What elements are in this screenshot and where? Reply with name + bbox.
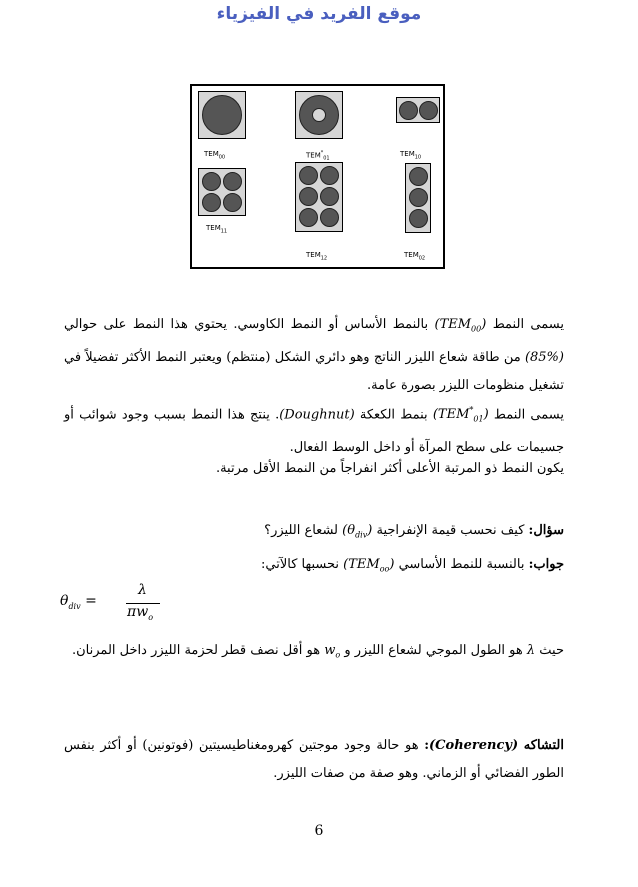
answer-text-a: بالنسبة للنمط الأساسي bbox=[398, 557, 525, 572]
paragraph-coherency bbox=[64, 732, 564, 788]
question-label: سؤال: bbox=[528, 523, 564, 538]
coherency-colon: : bbox=[424, 738, 430, 753]
mode-lobe bbox=[299, 166, 318, 185]
equation-numerator: λ bbox=[138, 582, 147, 598]
equation-denominator: $\pi w_o$ bbox=[127, 604, 154, 622]
mode-lobe bbox=[202, 95, 242, 135]
p2-doughnut-term: (Doughnut) bbox=[279, 407, 355, 423]
mode-lobe bbox=[320, 187, 339, 206]
p1-text-a: يسمى النمط bbox=[492, 317, 565, 332]
paragraph-higher-order bbox=[64, 455, 564, 483]
mode-lobe bbox=[419, 101, 438, 120]
site-title: موقع الفريد في الفيزياء bbox=[216, 4, 422, 24]
paragraph-tem00 bbox=[64, 311, 564, 400]
p1-text-c: من طاقة شعاع الليزر الناتج وهو دائري الشكل (منتظم) ويعتبر النمط الأكثر تفضيلاً في تشغيل منظومات الليزر بصورة عامة. bbox=[64, 349, 564, 393]
coherency-label: التشاكه bbox=[523, 738, 564, 753]
theta-div-symbol: $(\theta_{div})$ bbox=[342, 523, 373, 540]
mode-lobe bbox=[202, 193, 221, 212]
mode-lobe bbox=[202, 172, 221, 191]
answer-text-b: نحسبها كالآتي: bbox=[261, 557, 340, 572]
p4-text-c: هو أقل نصف قطر لحزمة الليزر داخل المرنان. bbox=[72, 643, 321, 658]
divergence-equation bbox=[60, 582, 170, 624]
mode-lobe bbox=[320, 166, 339, 185]
mode-tem02-label: $TEM_{02}$ bbox=[404, 251, 426, 262]
question-text-b: لشعاع الليزر؟ bbox=[264, 523, 339, 538]
answer-line bbox=[64, 551, 564, 584]
mode-lobe bbox=[409, 188, 428, 207]
mode-tem01-star-label: $TEM^*_{01}$ bbox=[306, 150, 330, 162]
mode-tem10-label: $TEM_{10}$ bbox=[400, 150, 422, 161]
p4-text-a: حيث bbox=[539, 643, 564, 658]
mode-tem10-pattern bbox=[396, 97, 440, 123]
equation-lhs: $\theta_{div}$ = bbox=[60, 593, 97, 611]
answer-mode-symbol: $(TEM_{oo})$ bbox=[343, 557, 395, 574]
mode-tem12-label: $TEM_{12}$ bbox=[306, 251, 328, 262]
mode-lobe bbox=[299, 208, 318, 227]
mode-lobe bbox=[409, 167, 428, 186]
mode-lobe bbox=[320, 208, 339, 227]
w0-symbol: $w_o$ bbox=[324, 643, 341, 660]
coherency-term: (Coherency) bbox=[429, 738, 519, 753]
mode-lobe bbox=[399, 101, 418, 120]
lambda-symbol: λ bbox=[526, 643, 536, 658]
doughnut-hole bbox=[312, 108, 326, 122]
paragraph-tem01-star bbox=[64, 397, 564, 462]
mode-tem02-pattern bbox=[405, 163, 431, 233]
mode-tem01-star-pattern bbox=[295, 91, 343, 139]
mode-tem11-pattern bbox=[198, 168, 246, 216]
p1-percent: (85%) bbox=[524, 349, 564, 365]
mode-tem11-label: $TEM_{11}$ bbox=[206, 224, 228, 235]
laser-modes-figure bbox=[190, 84, 445, 269]
mode-lobe bbox=[409, 209, 428, 228]
paragraph-variables bbox=[64, 637, 564, 670]
p1-text-b: بالنمط الأساس أو النمط الكاوسي. يحتوي هذا النمط على حوالي bbox=[64, 317, 429, 332]
p4-text-b: هو الطول الموجي لشعاع الليزر و bbox=[344, 643, 523, 658]
p1-mode-symbol: $(TEM_{00})$ bbox=[434, 317, 487, 334]
coherency-text: هو حالة وجود موجتين كهرومغناطيسيتين (فوتونين) أو أكثر بنفس الطور الفضائي أو الزماني. وهو صفة من صفات الليزر. bbox=[64, 738, 564, 781]
page-number: 6 bbox=[314, 823, 324, 839]
mode-tem00-label: $TEM_{00}$ bbox=[204, 150, 226, 161]
question-text-a: كيف نحسب قيمة الإنفراجية bbox=[376, 523, 525, 538]
answer-label: جواب: bbox=[528, 557, 564, 572]
p2-text-b: بنمط الكعكة bbox=[359, 407, 428, 423]
mode-tem00-pattern bbox=[198, 91, 246, 139]
p2-text-a: يسمى النمط bbox=[493, 407, 564, 423]
mode-lobe bbox=[299, 187, 318, 206]
mode-lobe bbox=[223, 172, 242, 191]
question-line bbox=[64, 517, 564, 550]
p2-text-c: . ينتج هذا النمط بسبب وجود شوائب أو جسيمات على سطح المرآة أو داخل الوسط الفعال. bbox=[64, 407, 564, 455]
mode-tem12-pattern bbox=[295, 162, 343, 232]
p3-text: يكون النمط ذو المرتبة الأعلى أكثر انفراجاً من النمط الأقل مرتبة. bbox=[215, 461, 564, 476]
mode-lobe bbox=[223, 193, 242, 212]
p2-mode-symbol: $(TEM^*_{01})$ bbox=[432, 406, 489, 424]
